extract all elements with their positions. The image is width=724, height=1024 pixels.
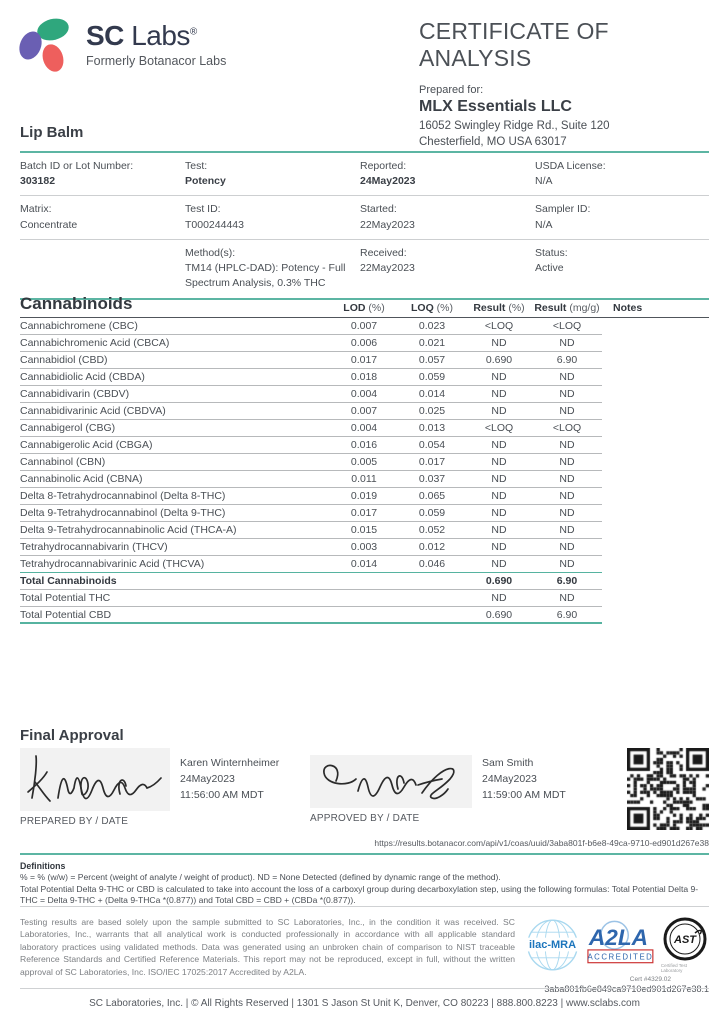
loq-value: 0.046 (398, 556, 466, 573)
table-row (20, 556, 709, 573)
column-header-loq: LOQ (%) (410, 302, 453, 314)
info-cell: Received: 22May2023 (360, 246, 415, 275)
info-cell (20, 240, 185, 298)
info-cell: Sampler ID: N/A (535, 203, 591, 231)
samantha-signature-icon (310, 755, 472, 803)
info-cell: Matrix: Concentrate (20, 203, 78, 231)
notes-cell (602, 522, 709, 539)
approved-signature-image (310, 755, 472, 808)
total-result-percent: 0.690 (466, 607, 532, 624)
qr-code (627, 748, 709, 830)
analyte-name: Delta 8-Tetrahydrocannabinol (Delta 8-THC) (20, 488, 330, 505)
lod-value: 0.005 (330, 454, 398, 471)
result-mgg-value: ND (532, 522, 602, 539)
definitions-line2: Total Potential Delta 9-THC or CBD is calculated to take into account the loss of a carboxyl group during decarboxylation step, using the following formulas: Total Potential Delta 9-THC = Delta 9-THC + (Delta 9-THCa *(0.877)) and Total CBD = CBD + (CBDa *(0.877)). (20, 883, 699, 905)
total-row (20, 607, 709, 624)
total-result-percent: 0.690 (466, 573, 532, 590)
analyte-name: Cannabidiol (CBD) (20, 352, 330, 369)
registered-mark: ® (189, 26, 197, 38)
result-mgg-value: ND (532, 369, 602, 386)
total-label: Total Potential CBD (20, 607, 330, 624)
result-percent-value: 0.690 (466, 352, 532, 369)
result-mgg-value: ND (532, 488, 602, 505)
client-name: MLX Essentials LLC (419, 98, 572, 115)
info-cell: Test ID: T000244443 (185, 203, 244, 231)
approved-by-caption: APPROVED BY / DATE (310, 813, 420, 824)
table-row (20, 352, 709, 369)
prepared-meta (180, 756, 298, 803)
info-table (20, 151, 709, 300)
total-loq-empty (398, 590, 466, 607)
result-percent-value: ND (466, 335, 532, 352)
result-mgg-value: ND (532, 505, 602, 522)
result-percent-value: ND (466, 556, 532, 573)
cannabinoids-header-row (20, 294, 709, 318)
lod-value: 0.011 (330, 471, 398, 488)
lod-value: 0.019 (330, 488, 398, 505)
info-cell: Method(s): TM14 (HPLC-DAD): Potency - Full Spectrum Analysis, 0.3% THC (185, 246, 346, 290)
lod-value: 0.004 (330, 386, 398, 403)
result-mgg-value: ND (532, 403, 602, 420)
notes-cell (602, 386, 709, 403)
result-mgg-value: ND (532, 335, 602, 352)
total-lod-empty (330, 590, 398, 607)
result-percent-value: <LOQ (466, 318, 532, 335)
loq-value: 0.012 (398, 539, 466, 556)
notes-cell (602, 318, 709, 335)
result-percent-value: ND (466, 505, 532, 522)
prepared-date: 24May2023 (180, 772, 235, 785)
result-percent-value: ND (466, 386, 532, 403)
notes-cell (602, 437, 709, 454)
table-row (20, 522, 709, 539)
table-row (20, 437, 709, 454)
result-mgg-value: 6.90 (532, 352, 602, 369)
approved-time: 11:59:00 AM MDT (482, 788, 566, 801)
brand-tagline: Formerly Botanacor Labs (86, 54, 227, 68)
loq-value: 0.017 (398, 454, 466, 471)
total-row (20, 590, 709, 607)
result-mgg-value: ND (532, 539, 602, 556)
info-cell: Test: Potency (185, 160, 226, 188)
analyte-name: Cannabichromenic Acid (CBCA) (20, 335, 330, 352)
table-row (20, 488, 709, 505)
result-percent-value: ND (466, 488, 532, 505)
result-percent-value: ND (466, 403, 532, 420)
prepared-for-label: Prepared for: (419, 84, 484, 96)
client-address-line2: Chesterfield, MO USA 63017 (419, 135, 567, 148)
total-result-mgg: ND (532, 590, 602, 607)
analyte-name: Tetrahydrocannabivarin (THCV) (20, 539, 330, 556)
product-name: Lip Balm (20, 124, 84, 141)
definitions-block (20, 861, 709, 906)
approved-date: 24May2023 (482, 772, 537, 785)
analyte-name: Cannabidivarin (CBDV) (20, 386, 330, 403)
sclabs-logo-icon (20, 18, 74, 74)
prepared-signature-image (20, 748, 170, 811)
analyte-name: Cannabigerol (CBG) (20, 420, 330, 437)
client-address-line1: 16052 Swingley Ridge Rd., Suite 120 (419, 120, 610, 132)
cannabinoid-totals (20, 573, 709, 624)
total-loq-empty (398, 607, 466, 624)
notes-cell (602, 505, 709, 522)
table-row (20, 539, 709, 556)
loq-value: 0.059 (398, 369, 466, 386)
notes-cell (602, 369, 709, 386)
definitions-line1: % = % (w/w) = Percent (weight of analyte / weight of product). ND = None Detected (defined by dynamic range of the method). (20, 872, 501, 883)
lod-value: 0.004 (330, 420, 398, 437)
disclaimer-text: Testing results are based solely upon the sample submitted to SC Laboratories, Inc., in the condition it was received. SC Laboratories, Inc., warrants that all analytical work is conducted professionally in accordance with all applicable standard laboratory practices using validated methods. Data was generated using an unbroken chain of comparison to NIST traceable Reference Standards and Certified Reference Materials. This report may not be reproduced, except in full, without the written approval of SC Laboratories, Inc. ISO/IEC 17025:2017 Accredited by A2LA. (20, 917, 515, 977)
total-row (20, 573, 709, 590)
total-result-mgg: 6.90 (532, 573, 602, 590)
info-cell: Batch ID or Lot Number: 303182 (20, 160, 134, 188)
notes-cell (602, 556, 709, 573)
teal-divider (20, 853, 709, 855)
info-row (20, 240, 709, 298)
result-mgg-value: ND (532, 454, 602, 471)
analyte-name: Cannabinolic Acid (CBNA) (20, 471, 330, 488)
total-lod-empty (330, 607, 398, 624)
loq-value: 0.057 (398, 352, 466, 369)
loq-value: 0.054 (398, 437, 466, 454)
prepared-time: 11:56:00 AM MDT (180, 788, 264, 801)
total-result-percent: ND (466, 590, 532, 607)
notes-cell (602, 403, 709, 420)
final-approval-section (20, 727, 709, 906)
coa-url[interactable]: https://results.botanacor.com/api/v1/coas/uuid/3aba801f-b6e8-49ca-9710-ed901d267e38 (374, 838, 709, 848)
total-notes-cell (602, 590, 709, 607)
loq-value: 0.059 (398, 505, 466, 522)
info-row (20, 153, 709, 196)
cannabinoid-rows (20, 318, 709, 573)
result-mgg-value: ND (532, 437, 602, 454)
analyte-name: Cannabidivarinic Acid (CBDVA) (20, 403, 330, 420)
karen-signature-icon (20, 748, 170, 806)
lod-value: 0.017 (330, 352, 398, 369)
total-notes-cell (602, 607, 709, 624)
notes-cell (602, 352, 709, 369)
brand-sc: SC (86, 20, 124, 51)
notes-cell (602, 420, 709, 437)
table-row (20, 420, 709, 437)
column-header-lod: LOD (%) (343, 302, 385, 314)
brand-wordmark (86, 20, 226, 52)
ilac-mra-badge-icon (525, 917, 580, 973)
total-result-mgg: 6.90 (532, 607, 602, 624)
cannabinoids-title: Cannabinoids (20, 294, 133, 313)
loq-value: 0.021 (398, 335, 466, 352)
loq-value: 0.037 (398, 471, 466, 488)
table-row (20, 471, 709, 488)
table-row (20, 369, 709, 386)
info-cell: USDA License: N/A (535, 160, 606, 188)
total-lod-empty (330, 573, 398, 590)
loq-value: 0.023 (398, 318, 466, 335)
table-row (20, 386, 709, 403)
result-percent-value: ND (466, 454, 532, 471)
loq-value: 0.065 (398, 488, 466, 505)
column-header-result-pct: Result (%) (473, 302, 525, 314)
lod-value: 0.007 (330, 403, 398, 420)
cert-number: Cert #4329.02 (629, 976, 671, 983)
notes-cell (602, 471, 709, 488)
svg-text:ilac-MRA: ilac-MRA (529, 938, 577, 951)
lod-value: 0.014 (330, 556, 398, 573)
analyte-name: Tetrahydrocannabivarinic Acid (THCVA) (20, 556, 330, 573)
svg-text:A2LA: A2LA (588, 924, 649, 950)
table-row (20, 505, 709, 522)
lod-value: 0.003 (330, 539, 398, 556)
result-percent-value: ND (466, 369, 532, 386)
approved-meta (482, 756, 600, 803)
cert-code: 3aba801fb6e849ca9710ed901d267e38.1 (544, 984, 709, 994)
lod-value: 0.007 (330, 318, 398, 335)
certificate-title: CERTIFICATE OF ANALYSIS (419, 18, 609, 71)
astm-badge-icon (662, 916, 708, 962)
brand-labs: Labs (131, 20, 190, 51)
lod-value: 0.018 (330, 369, 398, 386)
result-mgg-value: ND (532, 471, 602, 488)
astm-badge-caption: Certified Test Laboratory (660, 963, 688, 973)
definitions-heading: Definitions (20, 861, 66, 871)
analyte-name: Cannabidiolic Acid (CBDA) (20, 369, 330, 386)
analyte-name: Delta 9-Tetrahydrocannabinol (Delta 9-THC) (20, 505, 330, 522)
analyte-name: Cannabigerolic Acid (CBGA) (20, 437, 330, 454)
lod-value: 0.015 (330, 522, 398, 539)
a2la-accredited-badge-icon (585, 919, 656, 971)
result-mgg-value: ND (532, 556, 602, 573)
column-header-result-mgg: Result (mg/g) (534, 302, 600, 314)
loq-value: 0.014 (398, 386, 466, 403)
analyte-name: Cannabichromene (CBC) (20, 318, 330, 335)
lod-value: 0.016 (330, 437, 398, 454)
total-notes-cell (602, 573, 709, 590)
final-approval-heading: Final Approval (20, 727, 124, 744)
loq-value: 0.013 (398, 420, 466, 437)
lod-value: 0.017 (330, 505, 398, 522)
analyte-name: Cannabinol (CBN) (20, 454, 330, 471)
result-percent-value: ND (466, 539, 532, 556)
result-mgg-value: ND (532, 386, 602, 403)
table-row (20, 454, 709, 471)
prepared-by-caption: PREPARED BY / DATE (20, 816, 129, 827)
info-row (20, 196, 709, 239)
table-row (20, 335, 709, 352)
result-percent-value: ND (466, 437, 532, 454)
svg-text:AST: AST (673, 934, 696, 946)
prepared-name: Karen Winternheimer (180, 757, 280, 769)
notes-cell (602, 335, 709, 352)
info-cell: Started: 22May2023 (360, 203, 415, 231)
loq-value: 0.052 (398, 522, 466, 539)
analyte-name: Delta 9-Tetrahydrocannabinolic Acid (THCA-A) (20, 522, 330, 539)
page-footer[interactable]: SC Laboratories, Inc. | © All Rights Reserved | 1301 S Jason St Unit K, Denver, CO 80223 | 888.800.8223 | www.sclabs.com (20, 988, 709, 1009)
result-percent-value: <LOQ (466, 420, 532, 437)
info-cell: Reported: 24May2023 (360, 160, 416, 188)
notes-cell (602, 488, 709, 505)
lod-value: 0.006 (330, 335, 398, 352)
loq-value: 0.025 (398, 403, 466, 420)
notes-cell (602, 539, 709, 556)
total-loq-empty (398, 573, 466, 590)
total-label: Total Potential THC (20, 590, 330, 607)
info-cell: Status: Active (535, 246, 568, 275)
total-label: Total Cannabinoids (20, 573, 330, 590)
table-row (20, 403, 709, 420)
column-header-notes: Notes (613, 302, 643, 314)
cannabinoids-table (20, 294, 709, 624)
result-percent-value: ND (466, 522, 532, 539)
result-percent-value: ND (466, 471, 532, 488)
notes-cell (602, 454, 709, 471)
result-mgg-value: <LOQ (532, 420, 602, 437)
disclaimer-section (20, 906, 709, 994)
logo-oval-red (39, 42, 67, 75)
approved-name: Sam Smith (482, 757, 534, 769)
result-mgg-value: <LOQ (532, 318, 602, 335)
table-row (20, 318, 709, 335)
svg-text:ACCREDITED: ACCREDITED (587, 952, 654, 962)
